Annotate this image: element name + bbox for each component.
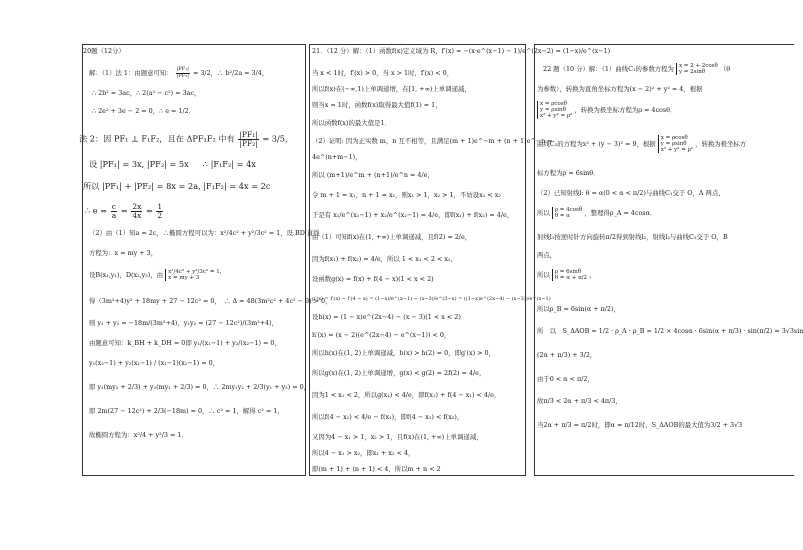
equation: y = 2sinθ [678, 69, 706, 75]
line: 则 y₁ + y₂ = −18m/(3m²+4)，y₁y₂ = (27 − 12c²)/(3m²+4)， [89, 319, 278, 327]
text: ，整理得ρ_A = 4cosα． [584, 209, 657, 217]
line: 即(m + 1) + (n + 1) < 4，所以m + n < 2 [312, 465, 441, 473]
line: 所 以 S_ΔAOB = 1/2 · ρ_A · ρ_B = 1/2 × 4cosα · 6sin(α + π/3) · sin(π/2) = 3√3sin [537, 327, 803, 335]
text: ，转换为极坐标方 [695, 140, 747, 148]
line [537, 101, 676, 119]
text: = 3/2，∴ b²/2a = 3/4， [192, 69, 269, 77]
denominator: |PF₂| [239, 139, 258, 148]
line: 又因为4 − x₁ > 1，x₂ > 1，且f(x)在(1, +∞)上单调递减， [312, 433, 483, 441]
line [537, 135, 746, 153]
line [79, 131, 293, 148]
line: 故椭圆方程为：x²/4 + y²/3 = 1． [89, 431, 188, 439]
line: 所以4 − x₁ > x₂，即x₁ + x₂ < 4， [312, 449, 415, 457]
denominator: a [111, 211, 117, 220]
line: 因为1 < x₁ < 2，所以g(x₁) < 4/e，即f(x₁) + f(4 − x₁) < 4/e， [312, 391, 501, 399]
solution-panel-20 [79, 44, 332, 476]
text: = 3/5， [262, 133, 294, 144]
equation: x = ρcosθ [540, 101, 567, 107]
line: 所以f(x)在(−∞,1)上单调递增，在[1, +∞)上单调递减， [312, 85, 471, 93]
numerator: 1 [157, 202, 163, 211]
line: （2）证明: 因为正实数 m，n 互不相等，且满足(m + 1)e^−m + (n + 1)e^−n = [312, 137, 553, 145]
text: 所以 [537, 209, 550, 217]
equation: y = ρsinθ [660, 141, 687, 147]
equation: θ = α [554, 213, 570, 219]
line: 当 x < 1时，f′(x) > 0，当 x > 1时，f′(x) < 0， [312, 69, 454, 77]
line: （2）已知射线l: θ = α(0 < α < π/2)与曲线C₁交于 O，A 两点， [537, 189, 725, 197]
equation: x = 2 + 2cosθ [678, 63, 718, 69]
line: 得（3m²+4)y² + 18my + 27 − 12c² = 0， ∴ Δ = 48(3m²c² + 4c² − 9) > 0， [89, 297, 332, 305]
line: 由（1）可知f(x)在(1, +∞)上单调递减，且f(2) = 2/e， [312, 233, 472, 241]
equation: x = my + 3 [168, 275, 200, 281]
equation-system [537, 101, 572, 119]
equation-system [658, 135, 693, 153]
numerator: c [111, 202, 117, 211]
line: 方程为：x = my + 3， [89, 249, 158, 257]
line: h′(x) = (x − 2)(e^(2x−4) − e^(x−1)) < 0， [312, 331, 451, 339]
line: 21．（12 分）解：（1）函数f(x)定义域为 R，f′(x) = −(x·e^(x−1) − 1)/e^(2x−2) = (1−x)/e^(x−1) [312, 47, 611, 55]
solution-panel-22 [534, 44, 803, 476]
fraction [176, 67, 190, 79]
line: 设h(x) = (1 − x)e^(2x−4) − (x − 3)(1 < x < 2) [312, 313, 461, 321]
equation-system [676, 63, 718, 75]
line: 因为f(x₁) + f(x₂) = 4/e，所以 1 < x₁ < 2 < x₂， [312, 255, 457, 263]
equation-system [552, 269, 587, 281]
line: 所以h(x)在(1, 2)上单调递减，h(x) > h(2) = 0，即g′(x) > 0， [312, 349, 495, 357]
line [89, 269, 225, 281]
text: （θ [719, 65, 731, 73]
equation: x²/4c² + y²/3c² = 1， [168, 269, 226, 275]
line: 故π/3 < 2α + π/3 < 4π/3， [537, 397, 622, 405]
denominator: 4x [132, 211, 142, 220]
denominator: |PF₂| [176, 72, 189, 79]
text: 设 |PF₁| = 3x, |PF₂| = 5x [89, 159, 189, 169]
line: ∴ 2b² = 3ac，∴ 2(a² − c²) = 3ac， [92, 89, 201, 97]
line: 所以 |PF₁| + |PF₂| = 8x = 2a, |F₁F₂| = 4x = 2c [83, 181, 271, 191]
text: 解：（1）法 1：由题意可知： [89, 69, 173, 77]
line: 所以ρ_B = 6sin(α + π/2)， [537, 305, 620, 313]
line: 所以f(4 − x₁) < 4/e − f(x₁)，即f(4 − x₁) < f(x₂)， [312, 413, 464, 421]
equation-system [165, 269, 225, 281]
fraction [238, 131, 258, 148]
line: （2）由（1）知a = 2c，∴椭圆方程可以为：x²/4c² + y²/3c² = 1，设 BD 直线 [89, 229, 320, 237]
line: 4e^(n+m−1)， [312, 153, 362, 161]
line: 令 m + 1 = x₁，n + 1 = x₂，则x₁ > 1，x₂ > 1，不妨设x₁ < x₂ [312, 191, 501, 199]
line: 射线l₁按逆时针方向旋转π/2得到射线l₂，射线l₂与曲线C₂交于 O，B [537, 233, 728, 241]
line [89, 159, 256, 169]
equation: θ = α + π/2 [554, 275, 588, 281]
line: g′(x) = f′(x) − f′(4 − x) = (1−x)/e^(x−1) − (x−3)/e^(3−x) = ((1−x)e^(2x−4) − (x−3))/e^(x−1) [312, 296, 551, 302]
line [89, 67, 268, 79]
equation: x² + y² = ρ² [660, 147, 694, 153]
line: 即 2m(27 − 12c²) + 2/3(−18m) = 0，∴ c² = 1，解得 c² = 1， [89, 407, 284, 415]
equation: x² + y² = ρ² [540, 113, 573, 119]
text: = [120, 205, 128, 216]
line: (2α + π/3) + 3/2， [537, 351, 597, 359]
line: 当2α + π/3 = π/2时，即α = π/12时，S_ΔAOB的最大值为3/2 + 3√3 [537, 421, 743, 429]
equation: ρ = 6sinθ [554, 269, 582, 275]
line: y₁(x₂−1) + y₂(x₁−1) / (x₁−1)(x₂−1) = 0， [89, 359, 220, 367]
line: 由于0 < α < π/2， [537, 375, 594, 383]
text: 所以 [537, 271, 550, 279]
text: 22 题（10 分）解：（1）曲线C₁的参数方程为 [543, 65, 674, 73]
text: 曲线C₂的方程为x² + (y − 3)² = 9，根据 [537, 140, 656, 148]
text: ∴ e = [85, 205, 108, 216]
numerator: 2x [132, 202, 142, 211]
line [537, 207, 656, 219]
numerator: |PF₁| [239, 130, 258, 139]
numerator: |PF₁| [176, 66, 189, 72]
line: 两点， [537, 251, 557, 259]
text: ∴ |F₁F₂| = 4x [202, 159, 256, 169]
fraction [111, 203, 117, 220]
line: 设函数g(x) = f(x) + f(4 − x)(1 < x < 2) [312, 275, 434, 283]
line: ∴ 2e² + 3e − 2 = 0，∴ e = 1/2． [92, 107, 196, 115]
line: 为参数），转换为直角坐标方程为(x − 2)² + y² = 4，根据 [537, 85, 703, 93]
fraction [131, 203, 142, 220]
line: 即 y₁(my₂ + 2/3) + y₂(my₁ + 2/3) = 0，∴ 2my₁y₂ + 2/3(y₁ + y₂) = 0， [89, 383, 311, 391]
line [537, 269, 595, 281]
text: ， [589, 271, 596, 279]
text: = [145, 205, 153, 216]
line [543, 63, 730, 75]
line: 所以g(x)在(1, 2)上单调递增，g(x) < g(2) = 2f(2) = 4/e， [312, 369, 486, 377]
line: 所以函数f(x)的最大值是1． [312, 119, 391, 127]
text: ，转换为极坐标方程为ρ = 4cosθ． [574, 106, 677, 114]
text: 法 2：因 PF₁ ⊥ F₁F₂，且在 ΔPF₁F₂ 中有 [79, 133, 235, 144]
line [85, 203, 164, 220]
equation: x = ρcosθ [660, 135, 688, 141]
line: 则当x = 1时，函数f(x)取得最大值f(1) = 1， [312, 101, 442, 109]
line: 由题意可知：k_BH + k_DH = 0即 y₁/(x₁−1) + y₂/(x₂−1) = 0， [89, 339, 281, 347]
equation: y = ρsinθ [540, 107, 566, 113]
equation: ρ = 4cosθ [554, 207, 583, 213]
problem-20-title: 20题（12分） [83, 47, 125, 55]
fraction [156, 203, 163, 220]
line: 于是有 x₁/e^(x₁−1) + x₂/e^(x₂−1) = 4/e，即f(x₁) + f(x₂) = 4/e， [312, 211, 514, 219]
equation-system [552, 207, 582, 219]
denominator: 2 [157, 211, 163, 220]
text: 设B(x₁,y₁)，D(x₂,y₂)，由 [89, 271, 164, 279]
line: 标方程为ρ = 6sinθ． [537, 169, 600, 177]
line: 所以 (m+1)/e^m + (n+1)/e^n = 4/e， [312, 171, 434, 179]
